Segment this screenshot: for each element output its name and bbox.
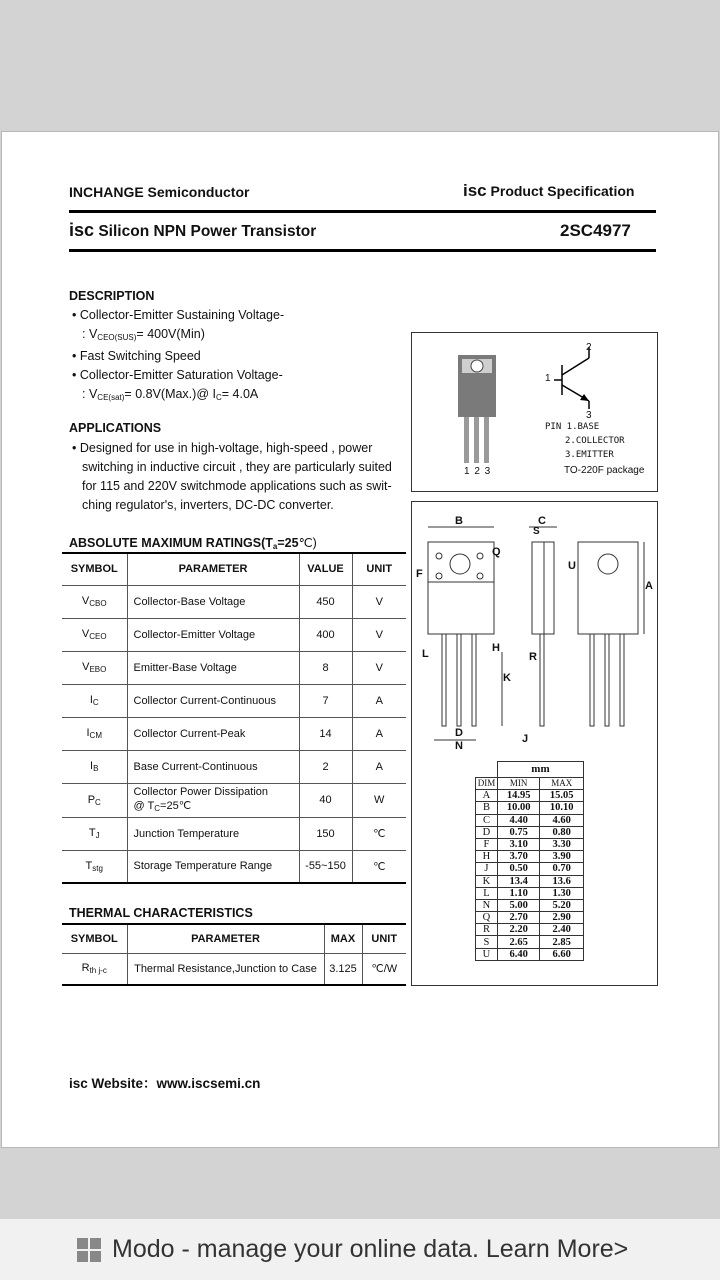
table-row: $T_{stg}$ Storage Temperature Range -55~150 ℃ [62,850,406,883]
product-title: isc Silicon NPN Power Transistor [69,220,317,240]
description-list: • Collector-Emitter Sustaining Voltage- : $V_{CEO(SUS)}= 400V(Min)$ • Fast Switching Speed • Collector-Emitter Saturation Voltage- : $V_{CE(sat)}=$ 0.8V(Max.)@ $I_C= 4.0A$ [72,308,285,402]
banner-text[interactable]: Modo - manage your online data. Learn More> [112,1235,629,1263]
table-row: $V_{CBO}$ Collector-Base Voltage 450 V [62,585,406,618]
table-row: A 14.95 15.05 [476,790,584,802]
outline-drawing [412,502,657,752]
description-title: DESCRIPTION [69,289,155,303]
header-rule-bottom [69,249,656,252]
ratings-header-symbol: SYMBOL [62,553,127,585]
table-row: S 2.65 2.85 [476,936,584,948]
dimension-drawing-box: B C S Q F U A L H R K D N J mm DIM MIN MAX A 14.95 15.05 B 10.00 10.10 C 4.40 4.60 D 0.75 0.80 F 3.10 3.30 H 3.70 3.90 J 0.50 0.70 K 13.4 13.6 L 1.10 1.30 N 5.00 5.20 Q 2.70 2.90 R 2.20 2.40 S 2.65 2.85 U 6.40 6.60 [411,501,658,986]
applications-title: APPLICATIONS [69,421,162,435]
modo-logo-icon [76,1237,102,1263]
website-footer: isc Website：www.iscsemi.cn [69,1076,261,1091]
table-row: L 1.10 1.30 [476,887,584,899]
table-row: $I_B$ Base Current-Continuous 2 A [62,750,406,783]
table-row: B 10.00 10.10 [476,802,584,814]
ratings-header-parameter: PARAMETER [127,553,299,585]
table-row: $T_J$ Junction Temperature 150 ℃ [62,817,406,850]
table-row: Q 2.70 2.90 [476,912,584,924]
package-name: TO-220F package [564,465,645,476]
table-row: $I_{CM}$ Collector Current-Peak 14 A [62,717,406,750]
table-row: C 4.40 4.60 [476,814,584,826]
table-row: F 3.10 3.30 [476,838,584,850]
thermal-table: SYMBOL PARAMETER MAX UNIT $R_{th j-c}$ Thermal Resistance,Junction to Case 3.125 ℃/W [62,923,406,986]
ratings-title: ABSOLUTE MAXIMUM $RATINGS(T_a=25℃)$ [69,536,317,551]
table-row: J 0.50 0.70 [476,863,584,875]
spec-title: isc Product Specification [463,181,635,200]
table-row: $V_{CEO}$ Collector-Emitter Voltage 400 V [62,618,406,651]
table-row: K 13.4 13.6 [476,875,584,887]
table-row: R 2.20 2.40 [476,924,584,936]
table-row: H 3.70 3.90 [476,851,584,863]
datasheet-page [1,131,719,1148]
ad-banner[interactable] [0,1219,720,1280]
table-row: N 5.00 5.20 [476,899,584,911]
table-row: D 0.75 0.80 [476,826,584,838]
header-rule-top [69,210,656,213]
table-row: U 6.40 6.60 [476,948,584,960]
ratings-table [62,552,406,884]
ratings-header-unit: UNIT [352,553,406,585]
website-link[interactable]: www.iscsemi.cn [156,1076,261,1091]
pin-list: PIN 1.BASE 2.COLLECTOR 3.EMITTER [545,422,625,460]
table-row: $P_C$ Collector Power Dissipation @ $T_C=25℃$ 40 W [62,783,406,817]
ratings-header-value: VALUE [299,553,352,585]
table-row: $V_{EBO}$ Emitter-Base Voltage 8 V [62,651,406,684]
table-row: $R_{th j-c}$ Thermal Resistance,Junction to Case 3.125 ℃/W [62,953,406,985]
table-row: $I_C$ Collector Current-Continuous 7 A [62,684,406,717]
package-box: 2 1 3 PIN 1.BASE 2.COLLECTOR 3.EMITTER TO-220F package 1 2 3 [411,332,658,492]
applications-text: • Designed for use in high-voltage, high-speed , power switching in inductive circuit , they are particularly suited for 115 and 220V switchmode applications such as swit- ching regulator's, inverters, DC-DC converter. [72,441,392,512]
part-number: 2SC4977 [560,221,631,240]
thermal-title: THERMAL CHARACTERISTICS [69,906,253,920]
company-name: INCHANGE Semiconductor [69,184,250,200]
dimensions-table: mm DIM MIN MAX A 14.95 15.05 B 10.00 10.10 C 4.40 4.60 D 0.75 0.80 F 3.10 3.30 H 3.70 3.90 J 0.50 0.70 K 13.4 13.6 L 1.10 1.30 N 5.00 5.20 Q 2.70 2.90 R 2.20 2.40 S 2.65 2.85 U 6.40 6.60 [475,761,584,961]
